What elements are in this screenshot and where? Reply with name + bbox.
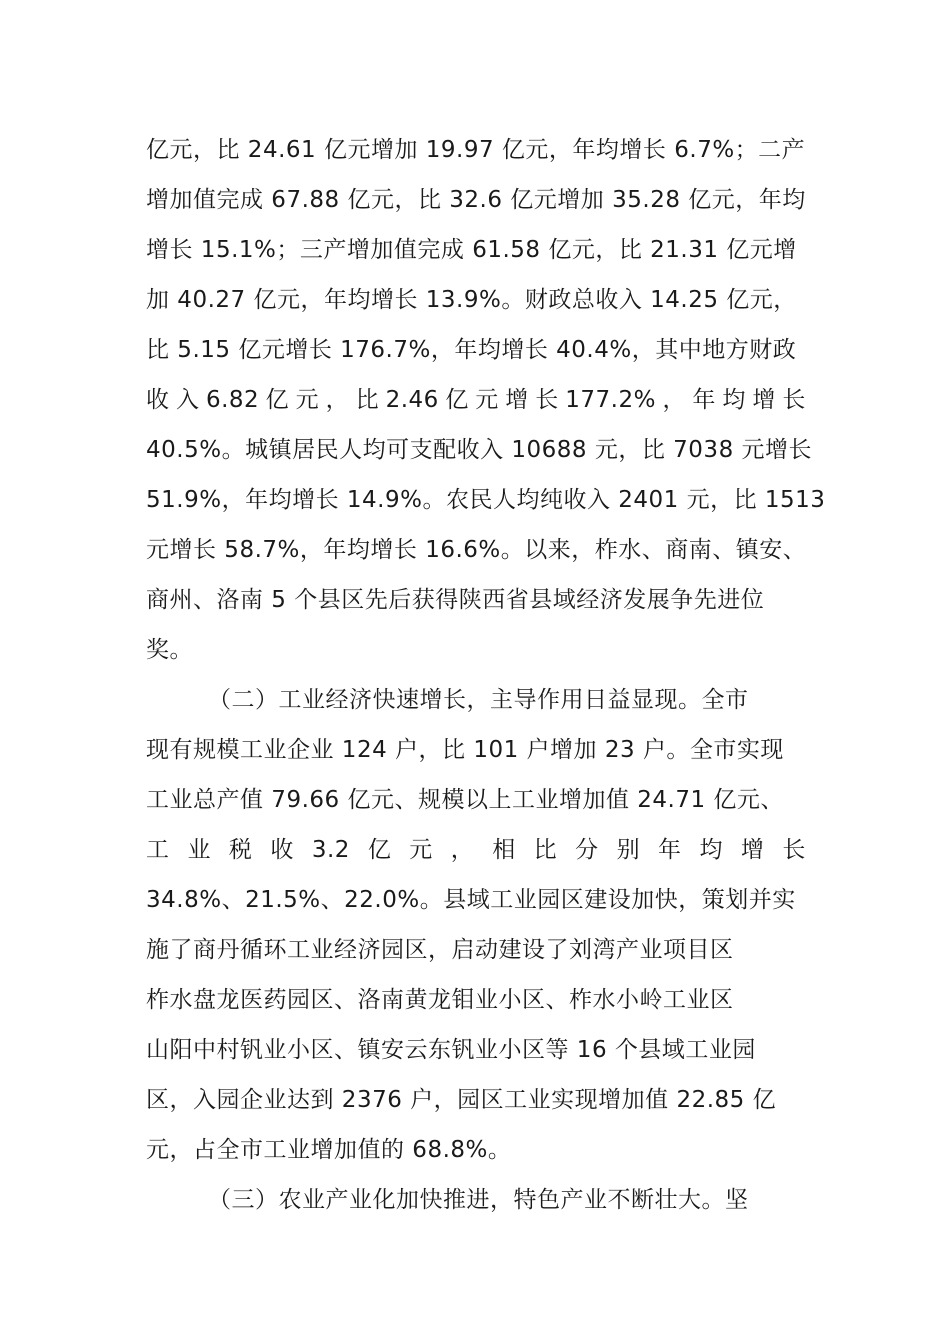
word: 2.46 xyxy=(385,387,439,413)
word: 3.2 xyxy=(311,837,350,863)
text-line: 施了商丹循环工业经济园区，启动建设了刘湾产业项目区 xyxy=(146,937,734,963)
text-line-justified xyxy=(146,834,806,866)
word: 年 xyxy=(692,387,716,413)
word: 入 xyxy=(175,387,200,413)
word: 别 xyxy=(616,837,641,863)
section-heading-line: （三）农业产业化加快推进，特色产业不断壮大。坚 xyxy=(208,1187,749,1213)
text-line: 工业总产值 79.66 亿元、规模以上工业增加值 24.71 亿元、 xyxy=(146,787,784,813)
text-line: 奖。 xyxy=(146,637,193,663)
text-line: 元，占全市工业增加值的 68.8%。 xyxy=(146,1137,512,1163)
word: ， xyxy=(662,387,686,413)
text-line: 增加值完成 67.88 亿元，比 32.6 亿元增加 35.28 亿元，年均 xyxy=(146,187,806,213)
word: 长 xyxy=(782,387,806,413)
word: 工 xyxy=(146,837,170,863)
word: ， xyxy=(325,387,350,413)
word: 元 xyxy=(475,387,499,413)
word: 增 xyxy=(505,387,529,413)
text-line: 柞水盘龙医药园区、洛南黄龙钼业小区、柞水小岭工业区 xyxy=(146,987,734,1013)
word: 分 xyxy=(575,837,599,863)
text-line: 增长 15.1%；三产增加值完成 61.58 亿元，比 21.31 亿元增 xyxy=(146,237,797,263)
word: 比 xyxy=(355,387,380,413)
word: ， xyxy=(450,837,475,863)
text-line: 亿元，比 24.61 亿元增加 19.97 亿元，年均增长 6.7%；二产 xyxy=(146,137,806,163)
word: 年 xyxy=(658,837,682,863)
word: 均 xyxy=(699,837,723,863)
text-line: 山阳中村钒业小区、镇安云东钒业小区等 16 个县域工业园 xyxy=(146,1037,756,1063)
text-line: 34.8%、21.5%、22.0%。县域工业园区建设加快，策划并实 xyxy=(146,887,796,913)
text-line: 51.9%，年均增长 14.9%。农民人均纯收入 2401 元，比 1513 xyxy=(146,487,826,513)
text-line: 加 40.27 亿元，年均增长 13.9%。财政总收入 14.25 亿元， xyxy=(146,287,797,313)
word: 元 xyxy=(295,387,320,413)
word: 长 xyxy=(782,837,806,863)
text-line: 区，入园企业达到 2376 户，园区工业实现增加值 22.85 亿 xyxy=(146,1087,777,1113)
word: 均 xyxy=(722,387,746,413)
word: 元 xyxy=(409,837,433,863)
text-line: 元增长 58.7%，年均增长 16.6%。以来，柞水、商南、镇安、 xyxy=(146,537,807,563)
word: 业 xyxy=(187,837,211,863)
word: 相 xyxy=(492,837,516,863)
text-line: 比 5.15 亿元增长 176.7%，年均增长 40.4%，其中地方财政 xyxy=(146,337,797,363)
word: 增 xyxy=(752,387,776,413)
word: 长 xyxy=(535,387,559,413)
word: 6.82 xyxy=(205,387,260,413)
word: 税 xyxy=(228,837,253,863)
text-line: 现有规模工业企业 124 户，比 101 户增加 23 户。全市实现 xyxy=(146,737,784,763)
text-line: 商州、洛南 5 个县区先后获得陕西省县域经济发展争先进位 xyxy=(146,587,765,613)
text-line-justified xyxy=(146,384,806,416)
word: 收 xyxy=(270,837,294,863)
word: 亿 xyxy=(445,387,469,413)
word: 比 xyxy=(533,837,558,863)
word: 收 xyxy=(146,387,170,413)
section-heading-line: （二）工业经济快速增长，主导作用日益显现。全市 xyxy=(208,687,749,713)
text-line: 40.5%。城镇居民人均可支配收入 10688 元，比 7038 元增长 xyxy=(146,437,813,463)
word: 增 xyxy=(740,837,765,863)
word: 亿 xyxy=(265,387,290,413)
word: 177.2% xyxy=(565,387,656,413)
word: 亿 xyxy=(367,837,392,863)
